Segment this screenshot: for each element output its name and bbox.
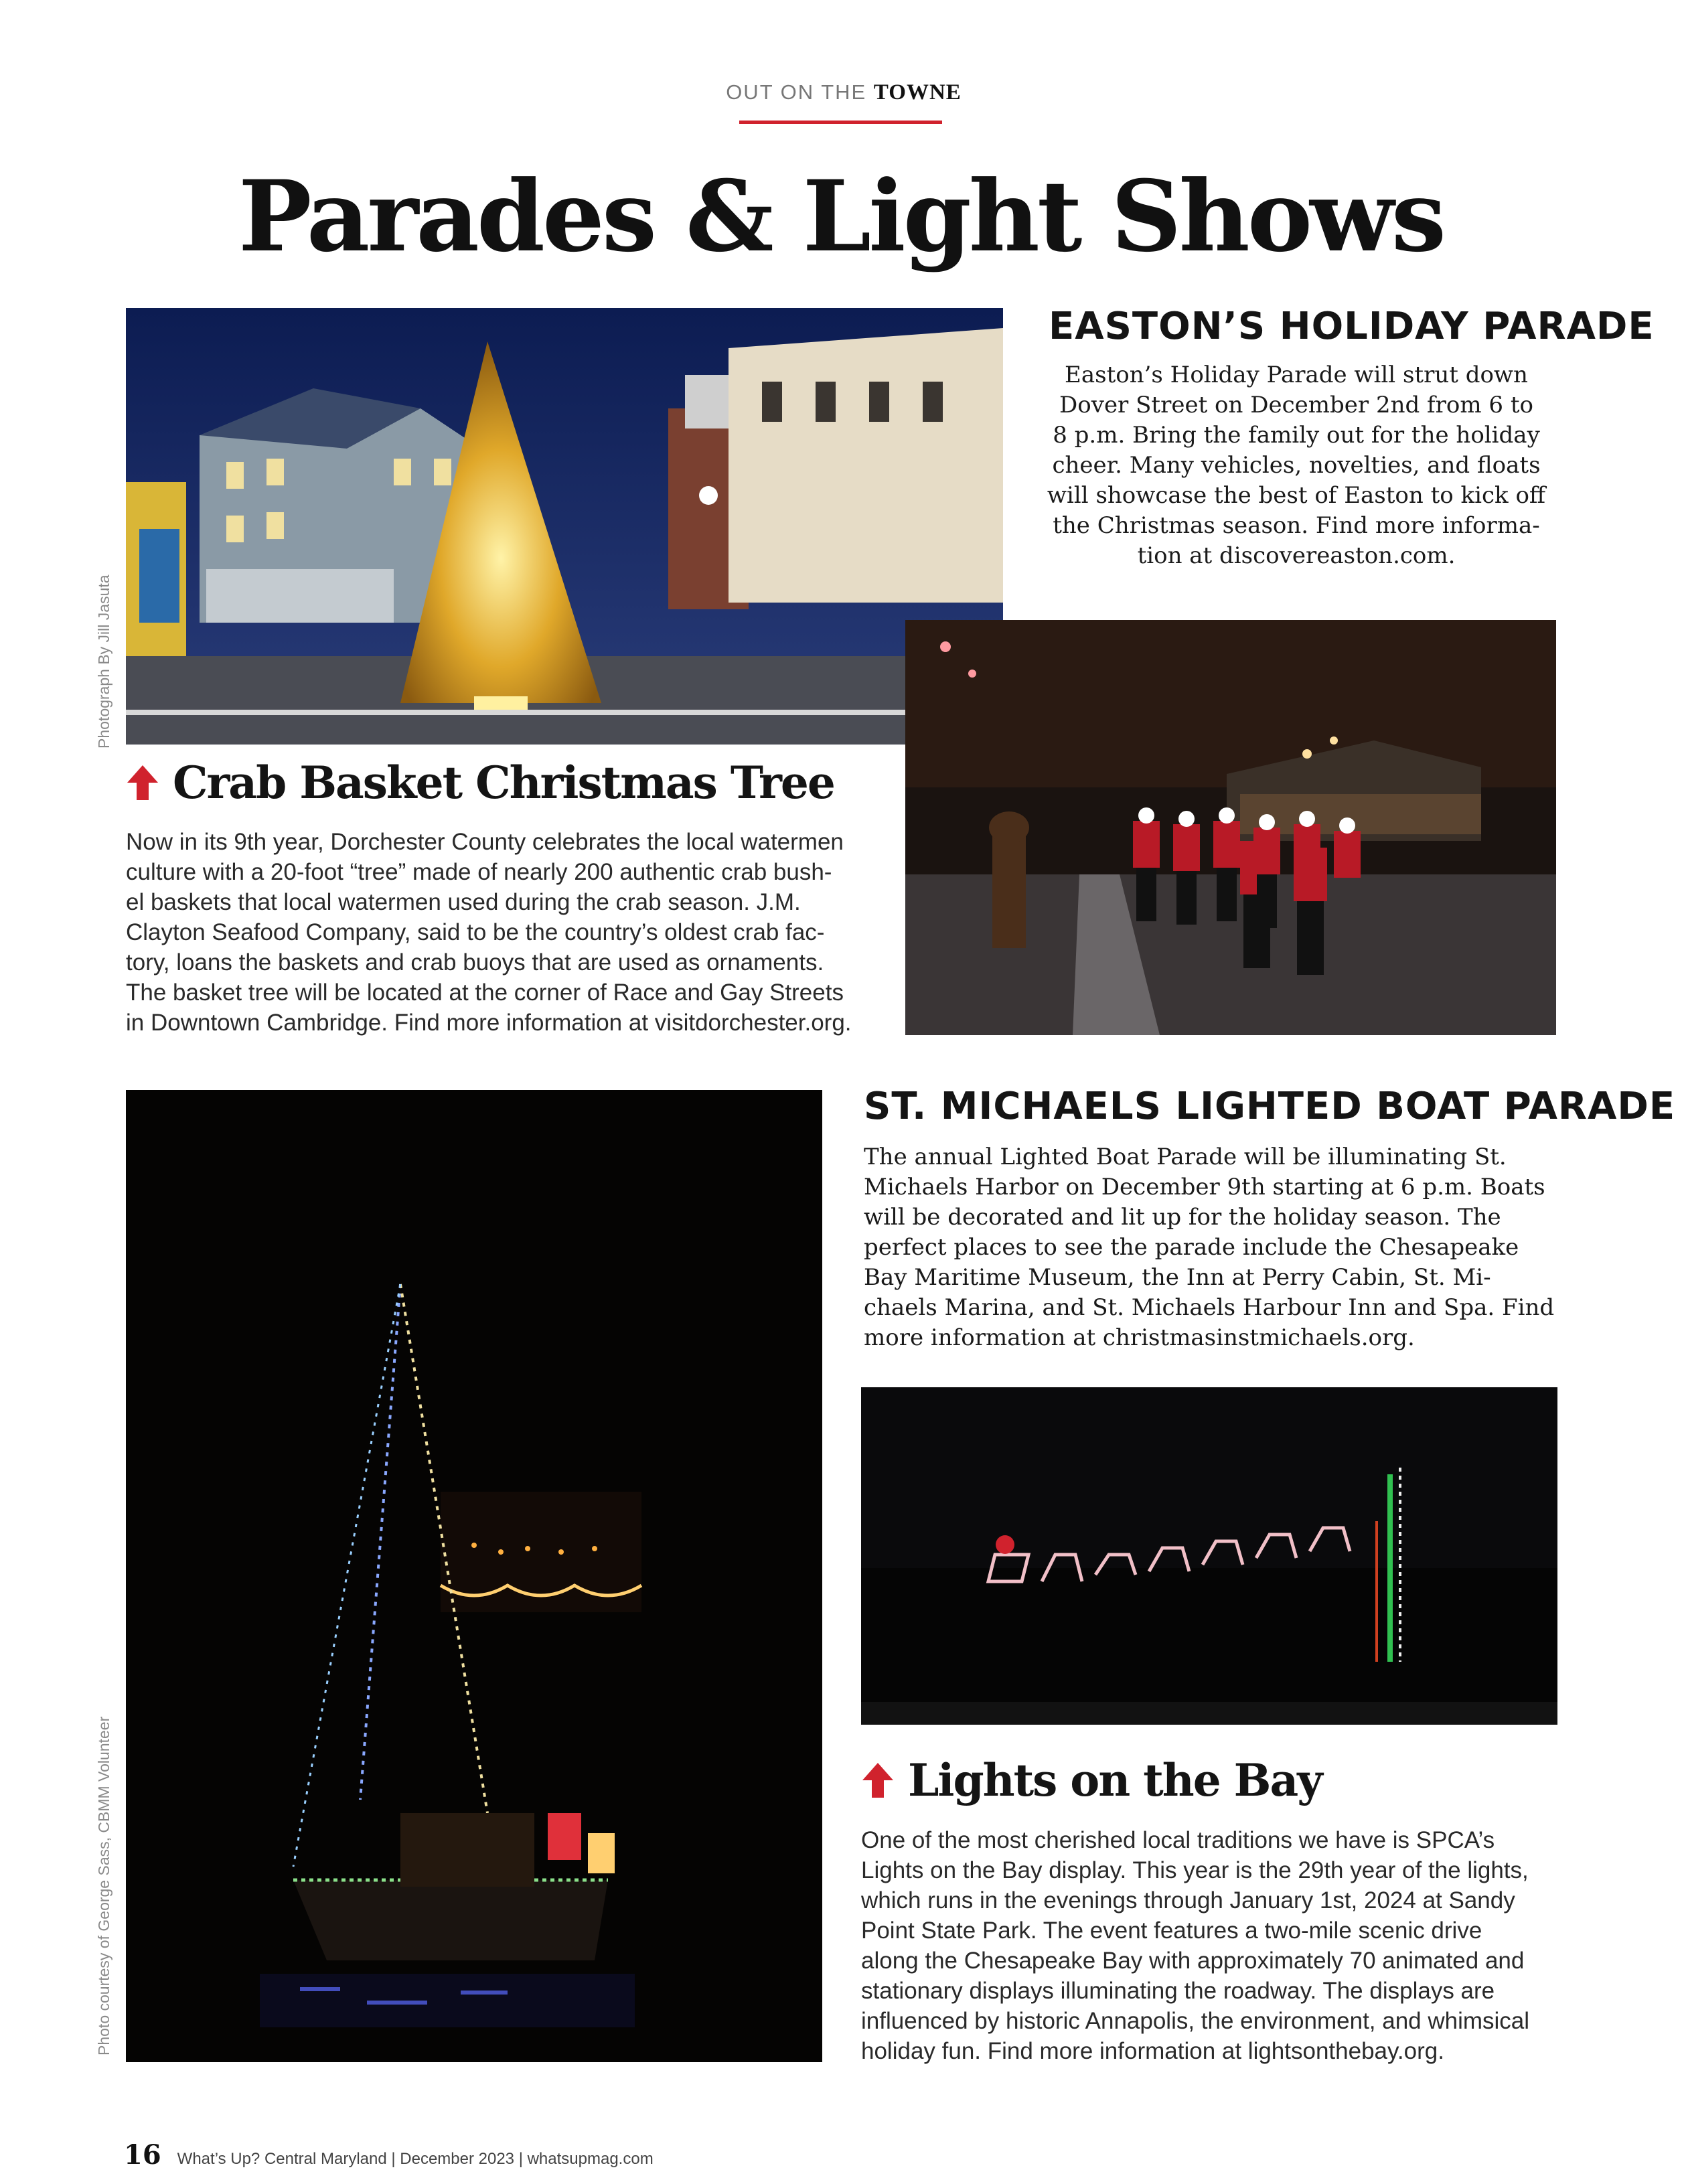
easton-line: will showcase the best of Easton to kick off xyxy=(1047,482,1546,509)
bay-title: Lights on the Bay xyxy=(908,1754,1322,1806)
crab-subhead xyxy=(126,757,834,809)
easton-body xyxy=(1028,360,1565,571)
easton-parade-photo xyxy=(905,620,1556,1035)
crab-tree-photo xyxy=(126,308,1003,745)
stmichaels-body xyxy=(864,1142,1560,1353)
bay-line: One of the most cherished local traditions we have is SPCA’s xyxy=(861,1827,1495,1853)
easton-line: the Christmas season. Find more informa- xyxy=(1053,512,1540,539)
stmichaels-line: Bay Maritime Museum, the Inn at Perry Cabin, St. Mi- xyxy=(864,1264,1491,1291)
photo-credit-bottom: Photo courtesy of George Sass, CBMM Volunteer xyxy=(95,1716,112,2055)
stmichaels-line: more information at christmasinstmichaels.org. xyxy=(864,1324,1415,1351)
up-arrow-icon xyxy=(126,764,159,801)
crab-line: tory, loans the baskets and crab buoys that are used as ornaments. xyxy=(126,949,824,976)
easton-line: tion at discovereaston.com. xyxy=(1137,542,1456,569)
crab-line: Clayton Seafood Company, said to be the country’s oldest crab fac- xyxy=(126,919,825,945)
crab-line: el baskets that local watermen used during the crab season. J.M. xyxy=(126,889,801,915)
crab-body xyxy=(126,827,896,1038)
stmichaels-line: The annual Lighted Boat Parade will be illuminating St. xyxy=(864,1144,1507,1170)
page-title: Parades & Light Shows xyxy=(238,159,1444,274)
page-number: 16 xyxy=(124,2139,161,2171)
easton-line: Easton’s Holiday Parade will strut down xyxy=(1065,362,1528,388)
easton-line: cheer. Many vehicles, novelties, and floats xyxy=(1052,452,1541,479)
lights-on-bay-photo xyxy=(861,1387,1557,1725)
kicker-strong: TOWNE xyxy=(873,80,962,104)
bay-body xyxy=(861,1825,1564,2066)
crab-line: culture with a 20-foot “tree” made of nearly 200 authentic crab bush- xyxy=(126,859,832,885)
crab-line: The basket tree will be located at the corner of Race and Gay Streets xyxy=(126,980,844,1006)
easton-line: 8 p.m. Bring the family out for the holiday xyxy=(1053,422,1540,449)
bay-line: which runs in the evenings through January 1st, 2024 at Sandy xyxy=(861,1887,1515,1914)
stmichaels-line: Michaels Harbor on December 9th starting at 6 p.m. Boats xyxy=(864,1174,1545,1200)
crab-line: Now in its 9th year, Dorchester County celebrates the local watermen xyxy=(126,829,844,855)
boat-parade-photo xyxy=(126,1090,822,2062)
bay-line: stationary displays illuminating the roadway. The displays are xyxy=(861,1978,1495,2004)
stmichaels-line: chaels Marina, and St. Michaels Harbour Inn and Spa. Find xyxy=(864,1294,1555,1321)
bay-line: Lights on the Bay display. This year is the 29th year of the lights, xyxy=(861,1857,1529,1883)
crab-title: Crab Basket Christmas Tree xyxy=(173,757,834,809)
bay-subhead xyxy=(861,1754,1322,1806)
bay-line: Point State Park. The event features a two-mile scenic drive xyxy=(861,1918,1482,1944)
easton-line: Dover Street on December 2nd from 6 to xyxy=(1059,392,1533,418)
bay-line: along the Chesapeake Bay with approximately 70 animated and xyxy=(861,1948,1525,1974)
easton-title: EASTON’S HOLIDAY PARADE xyxy=(1049,305,1655,348)
section-kicker xyxy=(670,80,1018,105)
page-footer xyxy=(124,2139,654,2171)
photo-credit-top: Photograph By Jill Jasuta xyxy=(95,574,112,749)
kicker-rule xyxy=(739,121,942,124)
bay-line: influenced by historic Annapolis, the environment, and whimsical xyxy=(861,2008,1530,2034)
stmichaels-title: ST. MICHAELS LIGHTED BOAT PARADE xyxy=(864,1085,1676,1128)
stmichaels-line: will be decorated and lit up for the holiday season. The xyxy=(864,1204,1501,1231)
stmichaels-line: perfect places to see the parade include the Chesapeake xyxy=(864,1234,1519,1261)
kicker-prefix: OUT ON THE xyxy=(726,80,867,104)
up-arrow-icon xyxy=(861,1762,895,1799)
crab-line: in Downtown Cambridge. Find more information at visitdorchester.org. xyxy=(126,1010,852,1036)
bay-line: holiday fun. Find more information at lightsonthebay.org. xyxy=(861,2038,1444,2064)
footer-text: What’s Up? Central Maryland | December 2023 | whatsupmag.com xyxy=(177,2150,654,2168)
